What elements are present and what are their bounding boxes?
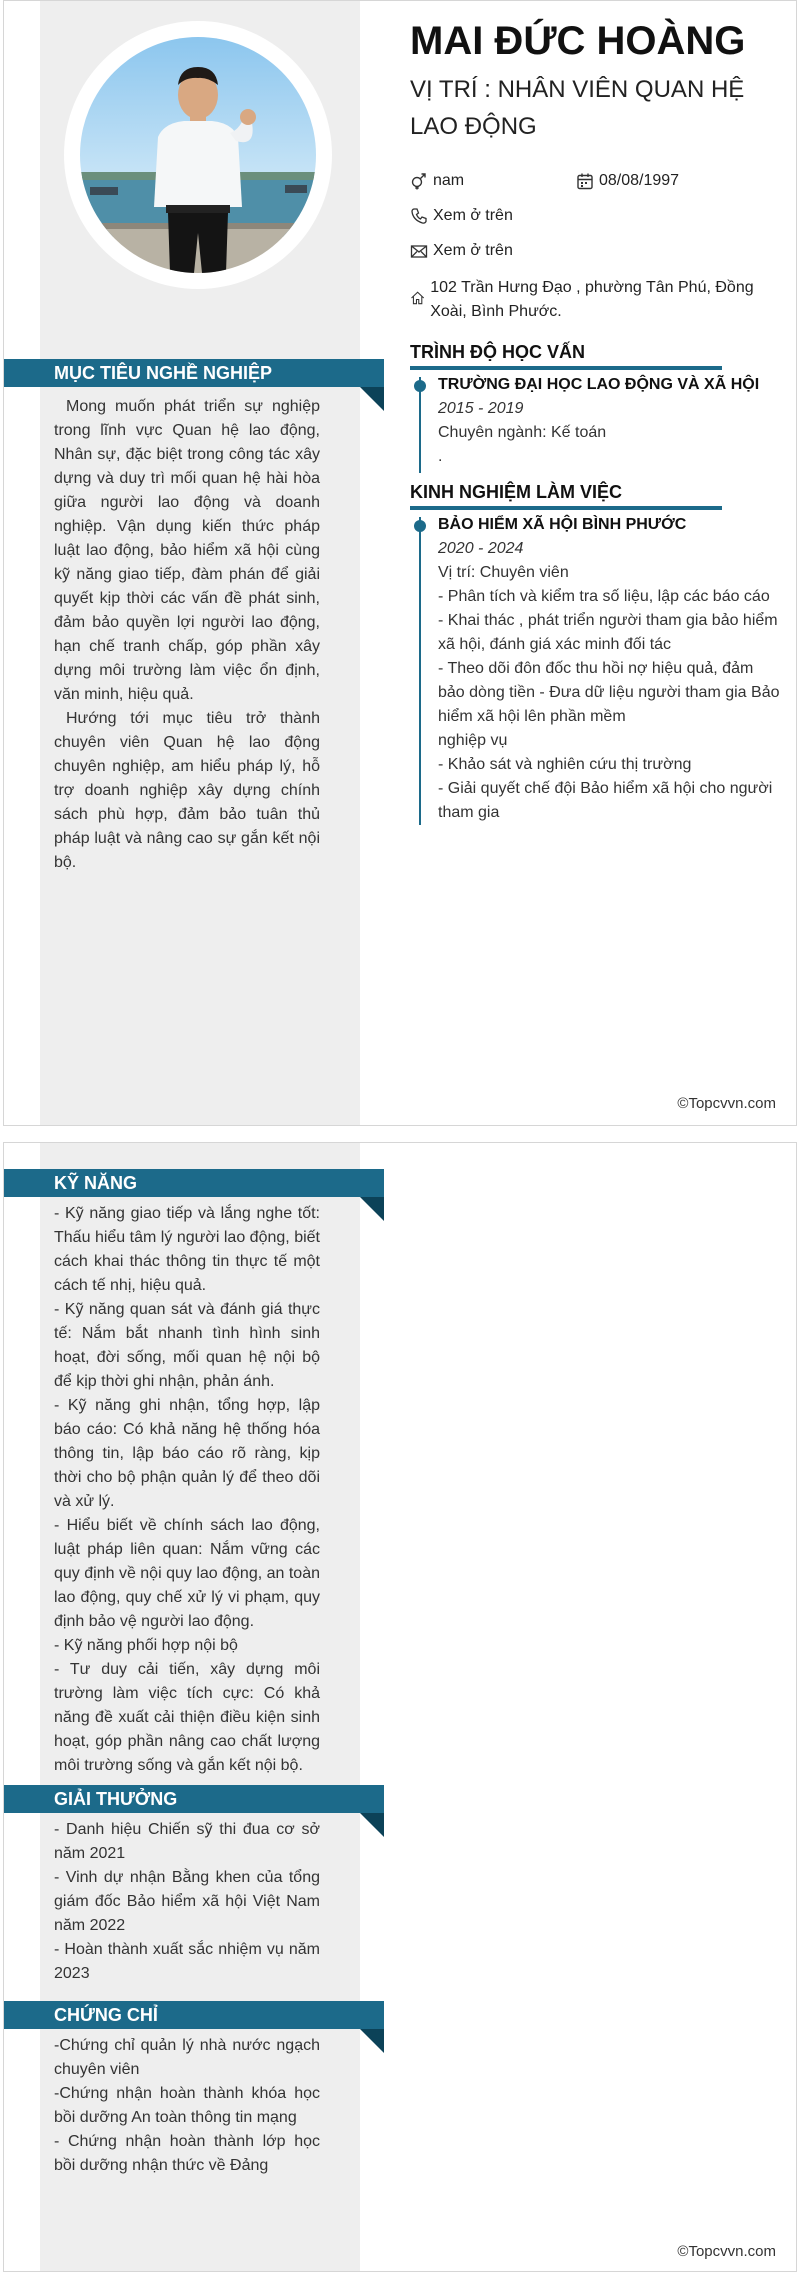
- awards-heading: GIẢI THƯỞNG: [4, 1785, 384, 1813]
- phone-icon: [410, 207, 428, 225]
- section-rule: [410, 366, 722, 370]
- duty-item: - Khai thác , phát triển người tham gia bảo hiểm xã hội, đánh giá xác minh đối tác: [438, 612, 778, 653]
- banner-fold: [360, 1197, 384, 1221]
- certificate-item: -Chứng chỉ quản lý nhà nước ngạch chuyên viên: [54, 2037, 320, 2078]
- experience-entry: [438, 513, 780, 825]
- education-major: Chuyên ngành: Kế toán: [438, 424, 607, 441]
- experience-period: 2020 - 2024: [438, 540, 524, 557]
- experience-heading: KINH NGHIỆM LÀM VIỆC: [410, 482, 623, 502]
- footer-brand: ©Topcvvn.com: [677, 1095, 776, 1112]
- education-period: 2015 - 2019: [438, 400, 524, 417]
- education-entry: [438, 373, 780, 469]
- home-icon: [410, 288, 425, 308]
- skill-item: - Kỹ năng ghi nhận, tổng hợp, lập báo cáo: Có khả năng hệ thống hóa thông tin, lập báo cáo rõ ràng, kịp thời cho bộ phận quản lý để theo dõi và xử lý.: [54, 1397, 320, 1510]
- skills-list: [54, 1202, 320, 1778]
- job-title: VỊ TRÍ : NHÂN VIÊN QUAN HỆ LAO ĐỘNG: [410, 76, 745, 140]
- education-heading: TRÌNH ĐỘ HỌC VẤN: [410, 342, 585, 362]
- banner-fold: [360, 2029, 384, 2053]
- footer-brand: ©Topcvvn.com: [677, 2243, 776, 2260]
- certificate-item: -Chứng nhận hoàn thành khóa học bồi dưỡng An toàn thông tin mạng: [54, 2085, 320, 2126]
- school-name: TRƯỜNG ĐẠI HỌC LAO ĐỘNG VÀ XÃ HỘI: [438, 376, 760, 393]
- banner-fold: [360, 387, 384, 411]
- resume-page-2: [3, 1142, 797, 2272]
- candidate-name: MAI ĐỨC HOÀNG: [410, 19, 746, 63]
- skill-item: - Hiểu biết về chính sách lao động, luật pháp liên quan: Nắm vững các quy định về nội quy lao động, an toàn lao động, quy chế xử lý vi phạm, quy định bảo vệ người lao động.: [54, 1517, 320, 1630]
- timeline-dot: [414, 520, 426, 532]
- objective-paragraph: Hướng tới mục tiêu trở thành chuyên viên Quan hệ lao động chuyên nghiệp, am hiểu pháp lý, hỗ trợ doanh nghiệp xây dựng chính sách phù hợp, đảm bảo tuân thủ pháp luật và nâng cao sự gắn kết nội bộ.: [54, 710, 320, 871]
- company-name: BẢO HIỂM XÃ HỘI BÌNH PHƯỚC: [438, 516, 687, 533]
- objective-paragraph: Mong muốn phát triển sự nghiệp trong lĩnh vực Quan hệ lao động, Nhân sự, đặc biệt trong công tác xây dựng và duy trì mối quan hệ hài hòa giữa người lao động và doanh nghiệp. Vận dụng kiến thức pháp luật lao động, bảo hiểm xã hội cùng kỹ năng giao tiếp, đàm phán để giải quyết kịp thời các vấn đề phát sinh, đảm bảo quyền lợi người lao động, hạn chế tranh chấp, góp phần xây dựng môi trường làm việc ổn định, văn minh, hiệu quả.: [54, 398, 320, 703]
- objective-heading: MỤC TIÊU NGHỀ NGHIỆP: [4, 359, 384, 387]
- award-item: - Danh hiệu Chiến sỹ thi đua cơ sở năm 2021: [54, 1821, 320, 1862]
- email-value: Xem ở trên: [433, 242, 513, 259]
- certificates-heading: CHỨNG CHỈ: [4, 2001, 384, 2029]
- duty-item: nghiệp vụ: [438, 732, 508, 749]
- duty-item: - Theo dõi đôn đốc thu hồi nợ hiệu quả, đảm bảo dòng tiền - Đưa dữ liệu người tham gia Bảo hiểm xã hội lên phần mềm: [438, 660, 780, 725]
- calendar-icon: [576, 172, 594, 190]
- address-value: 102 Trần Hưng Đạo , phường Tân Phú, Đồng Xoài, Bình Phước.: [430, 279, 754, 320]
- awards-list: [54, 1818, 320, 1986]
- gender-icon: [410, 172, 428, 190]
- timeline-dot: [414, 380, 426, 392]
- experience-position: Vị trí: Chuyên viên: [438, 564, 569, 581]
- certificates-list: [54, 2034, 320, 2178]
- skill-item: - Tư duy cải tiến, xây dựng môi trường làm việc tích cực: Có khả năng đề xuất cải thiện điều kiện sinh hoạt, góp phần nâng cao chất lượng môi trường sống và gắn kết nội bộ.: [54, 1661, 320, 1774]
- award-item: - Vinh dự nhận Bằng khen của tổng giám đốc Bảo hiểm xã hội Việt Nam năm 2022: [54, 1869, 320, 1934]
- email-icon: [410, 242, 428, 260]
- avatar-frame: [64, 21, 332, 289]
- certificate-item: - Chứng nhận hoàn thành lớp học bồi dưỡng nhận thức về Đảng: [54, 2133, 320, 2174]
- phone-row: [410, 207, 513, 225]
- award-item: - Hoàn thành xuất sắc nhiệm vụ năm 2023: [54, 1941, 320, 1982]
- email-row: [410, 242, 513, 260]
- skill-item: - Kỹ năng quan sát và đánh giá thực tế: Nắm bắt nhanh tình hình sinh hoạt, đời sống, mối quan hệ nội bộ để kịp thời ghi nhận, phản ánh.: [54, 1301, 320, 1390]
- education-extra: .: [438, 448, 443, 465]
- objective-text: [54, 395, 320, 875]
- resume-page-1: [3, 0, 797, 1126]
- skill-item: - Kỹ năng giao tiếp và lắng nghe tốt: Thấu hiểu tâm lý người lao động, biết cách khai thác thông tin thực tế một cách tế nhị, hiệu quả.: [54, 1205, 320, 1294]
- duty-item: - Giải quyết chế đội Bảo hiểm xã hội cho người tham gia: [438, 780, 773, 821]
- address-row: [410, 276, 780, 324]
- timeline-line: [419, 517, 421, 825]
- gender-row: [410, 172, 464, 190]
- skill-item: - Kỹ năng phối hợp nội bộ: [54, 1637, 238, 1654]
- duty-item: - Phân tích và kiểm tra số liệu, lập các báo cáo: [438, 588, 770, 605]
- banner-fold: [360, 1813, 384, 1837]
- phone-value: Xem ở trên: [433, 207, 513, 224]
- skills-heading: KỸ NĂNG: [4, 1169, 384, 1197]
- birthday-value: 08/08/1997: [599, 172, 680, 189]
- avatar: [80, 37, 316, 273]
- section-rule: [410, 506, 722, 510]
- birthday-row: [576, 172, 679, 190]
- gender-value: nam: [433, 172, 465, 189]
- duty-item: - Khảo sát và nghiên cứu thị trường: [438, 756, 692, 773]
